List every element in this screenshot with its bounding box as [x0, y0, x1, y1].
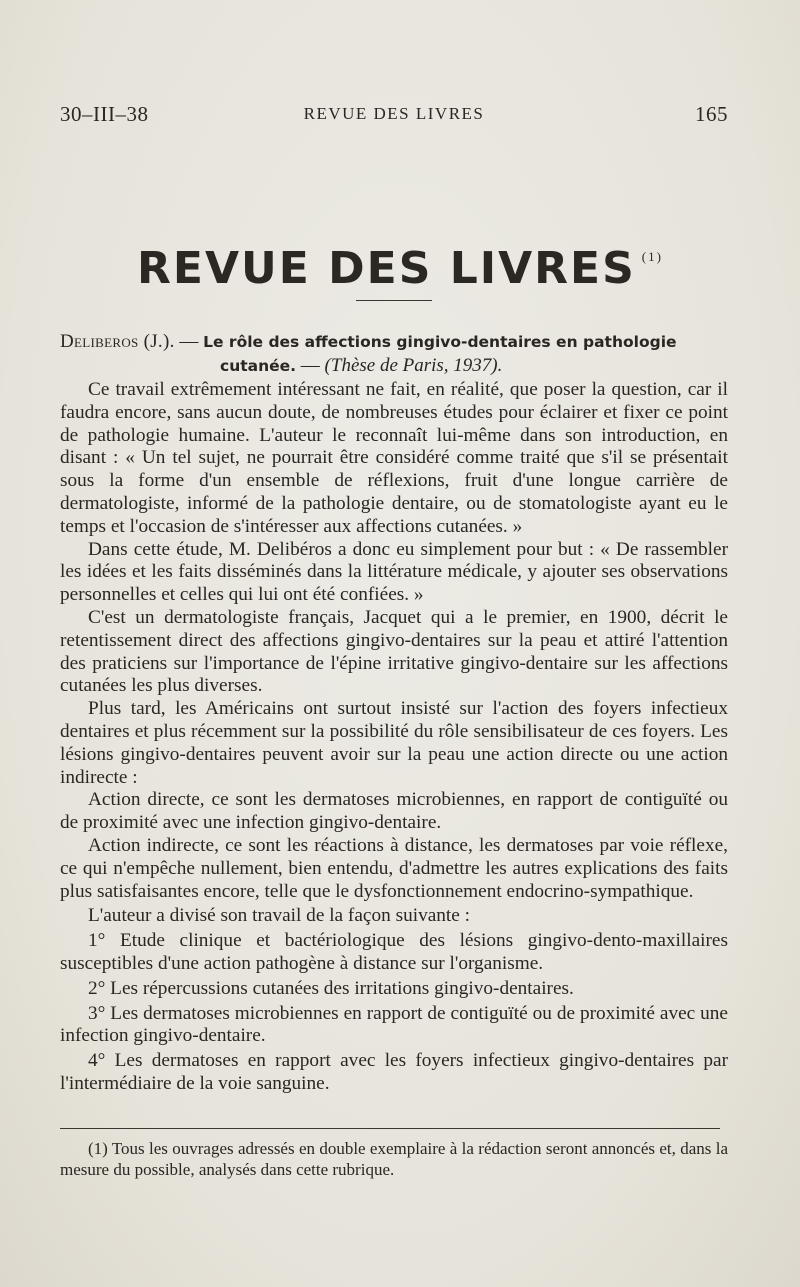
- page-number: 165: [695, 102, 728, 126]
- issue-date: 30–III–38: [60, 102, 149, 126]
- paragraph: Action indirecte, ce sont les réactions à distance, les dermatoses par voie réflexe, ce qui n'empêche nullement, bien entendu, d'admettre les autres explications des faits plus satisfaisantes encore, telle que le dysfonctionnement endocrino-sympathique.: [60, 834, 728, 902]
- footnote-divider: [60, 1128, 720, 1129]
- paragraph: Action directe, ce sont les dermatoses microbiennes, en rapport de contiguïté ou de proximité avec une infection gingivo-dentaire.: [60, 789, 728, 834]
- entry-title-part1: Le rôle des affections gingivo-dentaires en pathologie: [203, 333, 677, 351]
- footnote-reference: (1): [641, 249, 663, 265]
- running-section-title: REVUE DES LIVRES: [303, 104, 485, 123]
- page-title-text: REVUE DES LIVRES: [137, 243, 636, 294]
- entry-source: (Thèse de Paris, 1937).: [324, 355, 503, 376]
- running-head: [60, 102, 728, 132]
- paragraph: Plus tard, les Américains ont surtout insisté sur l'action des foyers infectieux dentaires et plus récemment sur la possibilité du rôle sensibilisateur de ces foyers. Les lésions gingivo-dentaires peuvent avoir sur la peau une action directe ou une action indirecte :: [60, 698, 728, 788]
- entry-author: Deliberos (J.).: [60, 331, 175, 352]
- list-item: 1° Etude clinique et bactériologique des lésions gingivo-dento-maxillaires susceptibles d'une action pathogène à distance sur l'organisme.: [60, 930, 728, 974]
- entry-title-part2: cutanée.: [220, 357, 297, 375]
- entry-dash: —: [174, 331, 204, 352]
- title-divider: [356, 300, 432, 301]
- entry-heading-line2: [60, 354, 728, 378]
- entry-dash-2: —: [296, 355, 325, 376]
- paragraph: L'auteur a divisé son travail de la façon suivante :: [88, 905, 471, 927]
- list-item: 3° Les dermatoses microbiennes en rapport de contiguïté ou de proximité avec une infection gingivo-dentaire.: [60, 1002, 728, 1047]
- footnote: [60, 1138, 728, 1180]
- page-title: [0, 243, 800, 294]
- footnote-text: (1) Tous les ouvrages adressés en double exemplaire à la rédaction seront annoncés et, dans la mesure du possible, analysés dans cette rubrique.: [60, 1139, 728, 1179]
- list-item: 4° Les dermatoses en rapport avec les foyers infectieux gingivo-dentaires par l'intermédiaire de la voie sanguine.: [60, 1050, 728, 1094]
- list-item: 2° Les répercussions cutanées des irritations gingivo-dentaires.: [88, 977, 574, 999]
- review-body: [60, 379, 728, 1096]
- paragraph: Dans cette étude, M. Delibéros a donc eu simplement pour but : « De rassembler les idées et les faits disséminés dans la littérature médicale, y ajouter ses observations personnelles et celles qui lui ont été confiées. »: [60, 538, 728, 606]
- review-entry-heading: [60, 330, 728, 378]
- paragraph: Ce travail extrêmement intéressant ne fait, en réalité, que poser la question, car il faudra encore, sans aucun doute, de nombreuses études pour éclairer et fixer ce point de pathologie humaine. L'auteur le reconnaît lui-même dans son introduction, en disant : « Un tel sujet, ne pourrait être considéré comme traité que s'il se présentait sous la forme d'un ensemble de réflexions, fruit d'une longue carrière de dermatologiste, informé de la pathologie dentaire, ou de stomatologiste ayant eu le temps et l'occasion de s'intéresser aux affections cutanées. »: [60, 379, 728, 537]
- paragraph: C'est un dermatologiste français, Jacquet qui a le premier, en 1900, décrit le retentissement direct des affections gingivo-dentaires sur la peau et attiré l'attention des praticiens sur l'importance de l'épine irritative gingivo-dentaire sur les affections cutanées les plus diverses.: [60, 606, 728, 697]
